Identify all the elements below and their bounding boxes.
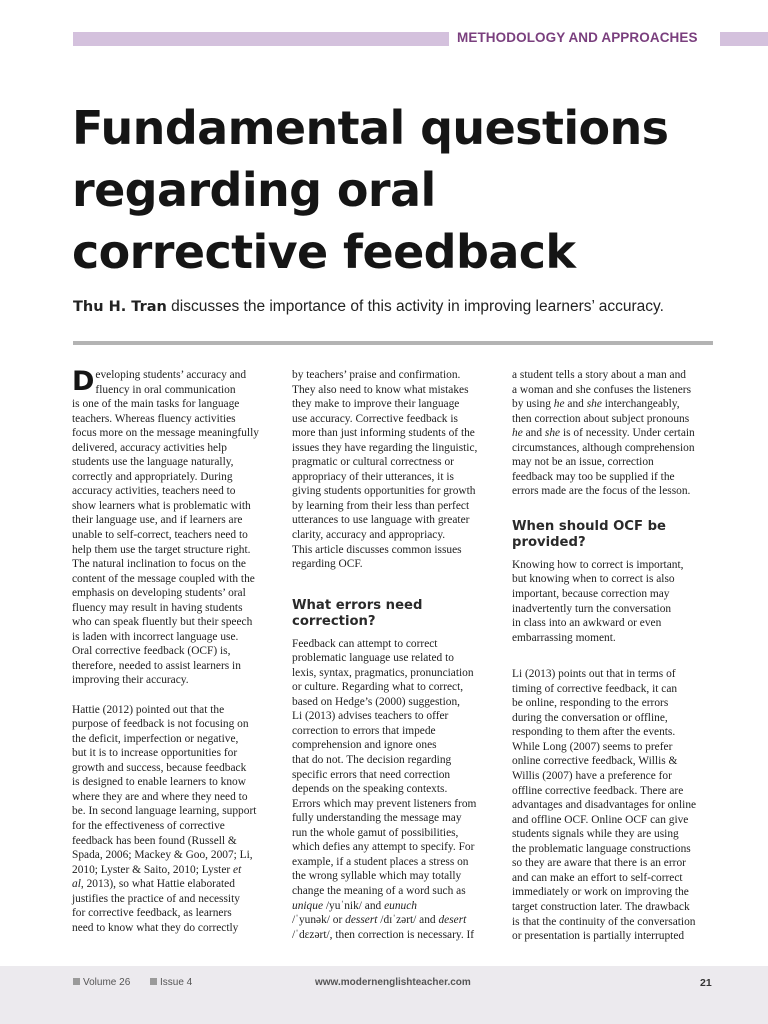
text-line: timing of corrective feedback, it can [512,682,678,695]
text-line: and can make an effort to self-correct [512,871,683,884]
text-line: so they are aware that there is an error [512,857,686,870]
italic-run: she [586,398,602,411]
section-bar-left-stripe [73,32,449,46]
heading-line: What errors need [292,597,423,613]
text-line: clarity, accuracy and appropriacy. [292,529,446,542]
text-line: appropriacy of their utterances, it is [292,470,454,483]
text-line: fluency may result in having students [72,601,243,614]
text-line: utterances to use language with greater [292,514,470,527]
text-line: giving students opportunities for growth [292,485,476,498]
paragraph-lines [72,703,278,863]
text-line: Willis (2007) have a preference for [512,770,672,783]
text-run: /yuˈnik/ and [323,899,385,912]
text-line: or presentation is partially interrupted [512,930,685,943]
text-line: is laden with incorrect language use. [72,630,239,643]
page-footer [0,966,768,1024]
standfirst-text: discusses the importance of this activity in improving learners’ accuracy. [166,298,664,315]
text-line: embarrassing moment. [512,631,616,644]
text-line: lexis, syntax, pragmatics, pronunciation [292,666,474,679]
text-line [292,899,498,914]
article-column-2 [292,368,498,942]
text-line: which defies any attempt to specify. For [292,841,475,854]
text-line [72,863,278,878]
text-line: The natural inclination to focus on the [72,558,246,571]
issue-info [150,977,192,988]
italic-run: she [544,427,561,440]
article-column-1 [72,368,278,935]
text-line: is that the continuity of the conversation [512,915,696,928]
text-run: and [564,398,587,411]
text-line: feedback may too be supplied if the [512,470,675,483]
italic-run: et [233,863,242,876]
paragraph-lines [512,441,718,499]
article-standfirst [73,298,753,316]
text-line: but it is to increase opportunities for [72,747,238,760]
text-run: is of necessity. Under certain [560,427,695,440]
text-line: target construction later. The drawback [512,900,690,913]
article-title-line: regarding oral [72,163,436,217]
issue-label: Issue 4 [160,977,193,988]
text-line: circumstances, although comprehension [512,441,695,454]
italic-run: he [553,398,565,411]
text-line: Hattie (2012) pointed out that the [72,703,225,716]
text-run: 2010; Lyster & Saito, 2010; Lyster [72,863,234,876]
article-title-line: corrective feedback [72,225,576,279]
text-line [512,397,718,412]
text-line: a student tells a story about a man and [512,369,686,381]
text-line: the wrong syllable which may totally [292,870,462,883]
text-run: , 2013), so what Hattie elaborated [80,878,235,891]
text-line: growth and success, because feedback [72,761,247,774]
text-line: change the meaning of a word such as [292,884,466,897]
text-line: This article discusses common issues [292,543,462,556]
text-line: justifies the practice of and necessity [72,892,240,905]
paragraph [512,558,718,645]
text-line: the deficit, imperfection or negative, [72,732,239,745]
text-run: interchangeably, [601,398,680,411]
paragraph [72,703,278,936]
paragraph-lines [72,892,278,936]
text-line: the problematic language constructions [512,842,691,855]
text-line: or culture. Regarding what to correct, [292,681,464,694]
text-line: in class into an awkward or even [512,617,662,630]
text-line: students signals while they are using [512,828,679,841]
text-line: use accuracy. Corrective feedback is [292,412,458,425]
text-line: regarding OCF. [292,558,363,571]
text-line: offline corrective feedback. There are [512,784,684,797]
text-line: /ˈdɛzərt/, then correction is necessary. If [292,928,475,941]
section-heading-what-errors [292,598,498,631]
text-line: depends on the speaking contexts. [292,783,448,796]
text-line: teachers. Whereas fluency activities [72,412,236,425]
text-line: purpose of feedback is not focusing on [72,718,249,731]
text-line: comprehension and ignore ones [292,739,437,752]
section-heading-when-ocf [512,519,718,552]
text-line: responding to them after the events. [512,726,676,739]
text-line: Li (2013) advises teachers to offer [292,710,449,723]
heading-line: correction? [292,614,376,630]
text-line: Spada, 2006; Mackey & Goo, 2007; Li, [72,849,253,862]
text-line: by teachers’ praise and confirmation. [292,369,461,381]
italic-run: he [512,427,523,440]
text-line [512,426,718,441]
text-line: eveloping students’ accuracy and [95,369,247,381]
text-line: emphasis on developing students’ oral [72,587,246,600]
text-run: /dɪˈzərt/ and [377,914,439,927]
text-line [292,913,498,928]
paragraph [292,368,498,572]
header-divider [73,341,713,345]
square-bullet-icon [150,978,157,985]
text-line: specific errors that need correction [292,768,451,781]
website-link[interactable]: www.modernenglishteacher.com [315,977,471,988]
article-title-line: Fundamental questions [72,101,669,155]
italic-run: desert [438,914,467,927]
text-line [72,877,278,892]
article-column-3 [512,368,718,944]
text-line: Feedback can attempt to correct [292,637,438,650]
heading-line: provided? [512,535,586,551]
text-line: fully understanding the message may [292,812,462,825]
text-line: online corrective feedback, Willis & [512,755,678,768]
heading-line: When should OCF be [512,518,666,534]
text-line: unable to self-correct, teachers need to [72,529,248,542]
text-line: Oral corrective feedback (OCF) is, [72,645,231,658]
text-line: may not be an issue, correction [512,456,654,469]
text-line: then correction about subject pronouns [512,412,690,425]
text-line: during the conversation or offline, [512,711,668,724]
italic-run: dessert [345,914,378,927]
text-line: their language use, and if learners are [72,514,243,527]
text-line: be. In second language learning, support [72,805,257,818]
text-line: delivered, accuracy activities help [72,441,227,454]
italic-run: unique [292,899,324,912]
text-line: pragmatic or cultural correctness or [292,456,454,469]
paragraph [512,368,718,499]
author-name: Thu H. Tran [73,299,167,315]
italic-run: al [72,878,81,891]
section-bar-right-stripe [720,32,768,46]
text-line: immediately or work on improving the [512,886,689,899]
text-line: is one of the main tasks for language [72,398,240,411]
text-line: run the whole gamut of possibilities, [292,826,459,839]
paragraph-lines [72,397,278,688]
text-line: who can speak fluently but their speech [72,616,253,629]
text-line: a woman and she confuses the listeners [512,383,692,396]
paragraph-lines [292,637,498,899]
text-line: correctly and appropriately. During [72,470,233,483]
text-line: errors made are the focus of the lesson. [512,485,691,498]
text-line: need to know what they do correctly [72,921,239,934]
text-line: fluency in oral communication [95,383,236,396]
text-line: by learning from their less than perfect [292,499,470,512]
drop-cap: D [72,366,95,397]
intro-paragraph [72,368,278,688]
text-line: example, if a student places a stress on [292,855,469,868]
text-line: feedback has been found (Russell & [72,834,237,847]
paragraph [512,667,718,943]
text-line: they make to improve their language [292,398,460,411]
text-line: more than just informing students of the [292,427,475,440]
article-title [72,97,752,283]
text-line: While Long (2007) seems to prefer [512,740,673,753]
text-line: based on Hedge’s (2000) suggestion, [292,695,460,708]
text-line: important, because correction may [512,588,670,601]
text-line: Knowing how to correct is important, [512,558,684,571]
text-line: accuracy activities, teachers need to [72,485,236,498]
text-run: /ˈyunək/ or [292,914,346,927]
section-header-bar [73,32,768,46]
text-line: therefore, needed to assist learners in [72,659,241,672]
volume-label: Volume 26 [83,977,131,988]
section-label: METHODOLOGY AND APPROACHES [457,30,698,45]
text-line: is designed to enable learners to know [72,776,246,789]
text-line: Li (2013) points out that in terms of [512,668,676,681]
text-line: improving their accuracy. [72,674,189,687]
italic-run: eunuch [384,899,417,912]
text-line: They also need to know what mistakes [292,383,469,396]
paragraph [292,637,498,942]
text-run: and [522,427,545,440]
square-bullet-icon [73,978,80,985]
text-line: Errors which may prevent listeners from [292,797,477,810]
text-line: problematic language use related to [292,652,454,665]
text-line: be online, responding to the errors [512,697,669,710]
page-number: 21 [700,977,712,989]
text-line: advantages and disadvantages for online [512,799,697,812]
text-line: and offline OCF. Online OCF can give [512,813,689,826]
text-run: by using [512,398,554,411]
paragraph-lines [512,368,718,397]
text-line: students use the language naturally, [72,456,234,469]
text-line: focus more on the message meaningfully [72,427,259,440]
text-line: but knowing when to correct is also [512,573,675,586]
text-line: for corrective feedback, as learners [72,907,232,920]
text-line: help them use the target structure right. [72,543,251,556]
text-line: show learners what is problematic with [72,499,251,512]
volume-info [73,977,130,988]
text-line: where they are and where they need to [72,790,248,803]
text-line: for the effectiveness of corrective [72,819,225,832]
text-line: content of the message coupled with the [72,572,255,585]
text-line: correction to errors that impede [292,724,436,737]
text-line: inadvertently turn the conversation [512,602,672,615]
text-line: that do not. The decision regarding [292,754,452,767]
text-line: issues they have regarding the linguistic, [292,441,478,454]
